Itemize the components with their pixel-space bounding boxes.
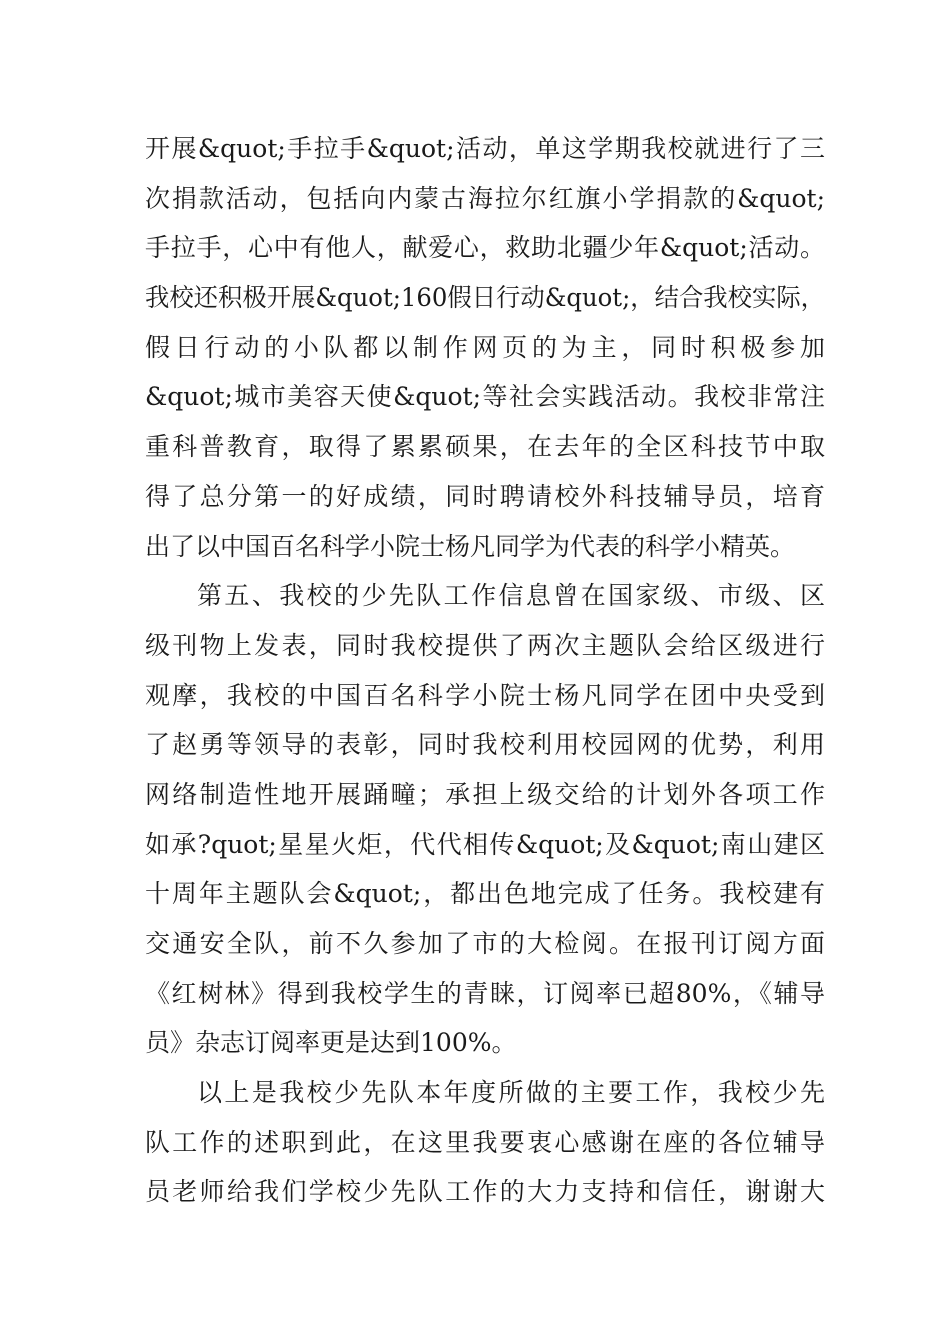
text-line: 队工作的述职到此，在这里我要衷心感谢在座的各位辅导 xyxy=(145,1127,825,1157)
text-line: 出了以中国百名科学小院士杨凡同学为代表的科学小精英。 xyxy=(145,531,796,561)
text-line: 如承?quot;星星火炬，代代相传&quot;及&quot;南山建区 xyxy=(145,829,825,859)
text-line: 员老师给我们学校少先队工作的大力支持和信任，谢谢大 xyxy=(145,1177,825,1207)
text-line: 得了总分第一的好成绩，同时聘请校外科技辅导员，培育 xyxy=(145,481,825,511)
text-line: 《红树林》得到我校学生的青睐，订阅率已超80%，《辅导 xyxy=(145,978,825,1008)
text-line: 十周年主题队会&quot;，都出色地完成了任务。我校建有 xyxy=(145,879,825,909)
text-line: 开展&quot;手拉手&quot;活动，单这学期我校就进行了三 xyxy=(145,134,825,163)
text-line: 网络制造性地开展踊疃；承担上级交给的计划外各项工作 xyxy=(145,779,825,809)
text-line: 手拉手，心中有他人，献爱心，救助北疆少年&quot;活动。 xyxy=(145,233,825,263)
paragraph-first-line: 第五、我校的少先队工作信息曾在国家级、市级、区 xyxy=(197,581,825,611)
text-line: 交通安全队，前不久参加了市的大检阅。在报刊订阅方面 xyxy=(145,929,825,958)
text-line: 次捐款活动，包括向内蒙古海拉尔红旗小学捐款的&quot; xyxy=(145,183,825,213)
text-line: 观摩，我校的中国百名科学小院士杨凡同学在团中央受到 xyxy=(145,680,825,710)
body-text xyxy=(145,124,825,1217)
text-line: &quot;城市美容天使&quot;等社会实践活动。我校非常注 xyxy=(145,382,825,412)
text-line: 员》杂志订阅率更是达到100%。 xyxy=(145,1028,517,1058)
text-line: 了赵勇等领导的表彰，同时我校利用校园网的优势，利用 xyxy=(145,730,825,760)
text-line: 假日行动的小队都以制作网页的为主，同时积极参加 xyxy=(145,332,825,362)
text-line: 我校还积极开展&quot;160假日行动&quot;，结合我校实际， xyxy=(145,283,825,313)
text-line: 重科普教育，取得了累累硕果，在去年的全区科技节中取 xyxy=(145,432,825,462)
paragraph-first-line: 以上是我校少先队本年度所做的主要工作，我校少先 xyxy=(197,1078,825,1108)
text-line: 级刊物上发表，同时我校提供了两次主题队会给区级进行 xyxy=(145,630,825,660)
